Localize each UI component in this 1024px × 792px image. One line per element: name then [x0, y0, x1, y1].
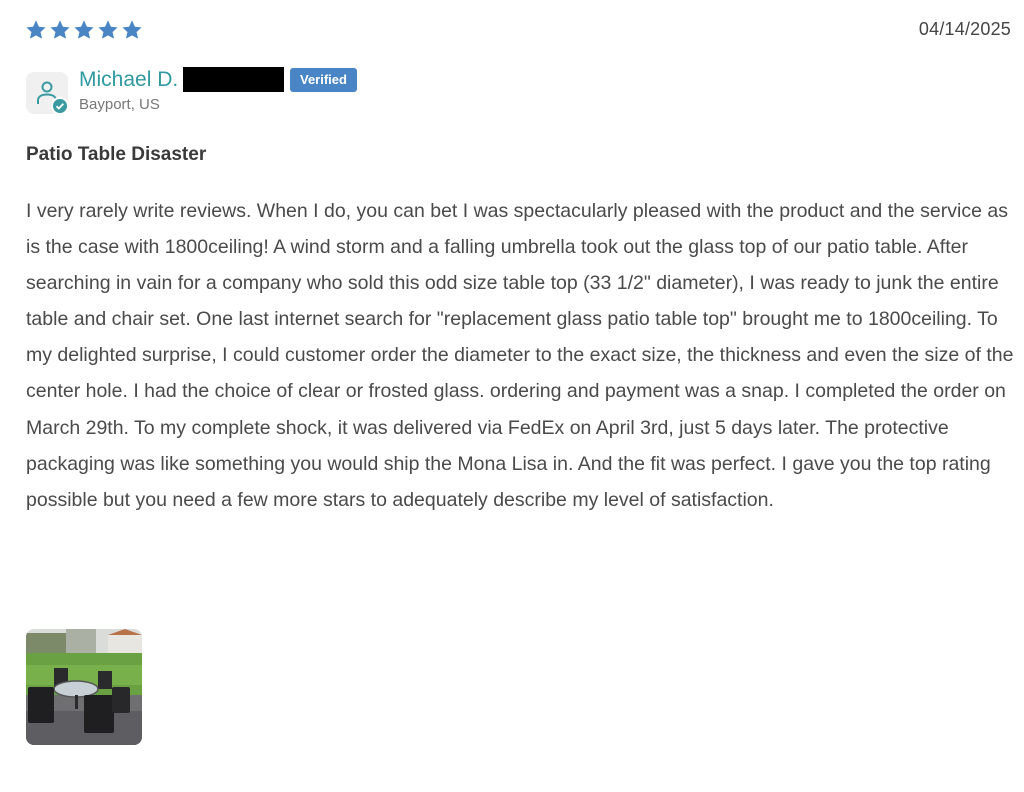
patio-table-photo: [26, 629, 142, 745]
star-icon: [97, 19, 119, 41]
avatar: [26, 72, 68, 114]
review-body: I very rarely write reviews. When I do, you can bet I was spectacularly pleased with the product and the service as is the case with 1800ceiling! A wind storm and a falling umbrella took out the glass top of our patio table. After searching in vain for a company who sold this odd size table top (33 1/2" diameter), I was ready to junk the entire table and chair set. One last internet search for "replacement glass patio table top" brought me to 1800ceiling. To my delighted surprise, I could customer order the diameter to the exact size, the thickness and even the size of the center hole. I had the choice of clear or frosted glass. ordering and payment was a snap. I completed the order on March 29th. To my complete shock, it was delivered via FedEx on April 3rd, just 5 days later. The protective packaging was like something you would ship the Mona Lisa in. And the fit was perfect. I gave you the top rating possible but you need a few more stars to adequately describe my level of satisfaction.: [26, 200, 1014, 511]
verified-check-icon: [51, 97, 69, 115]
review-photo-thumbnail[interactable]: [26, 629, 142, 745]
star-icon: [73, 19, 95, 41]
star-rating: [25, 19, 143, 41]
star-icon: [25, 19, 47, 41]
redaction-bar: [183, 67, 284, 92]
review-date: 04/14/2025: [918, 19, 1011, 39]
verified-badge: Verified: [290, 68, 357, 92]
star-icon: [121, 19, 143, 41]
review-title: Patio Table Disaster: [26, 144, 207, 165]
reviewer-location: Bayport, US: [79, 96, 160, 113]
reviewer-name: Michael D.: [79, 68, 179, 91]
star-icon: [49, 19, 71, 41]
